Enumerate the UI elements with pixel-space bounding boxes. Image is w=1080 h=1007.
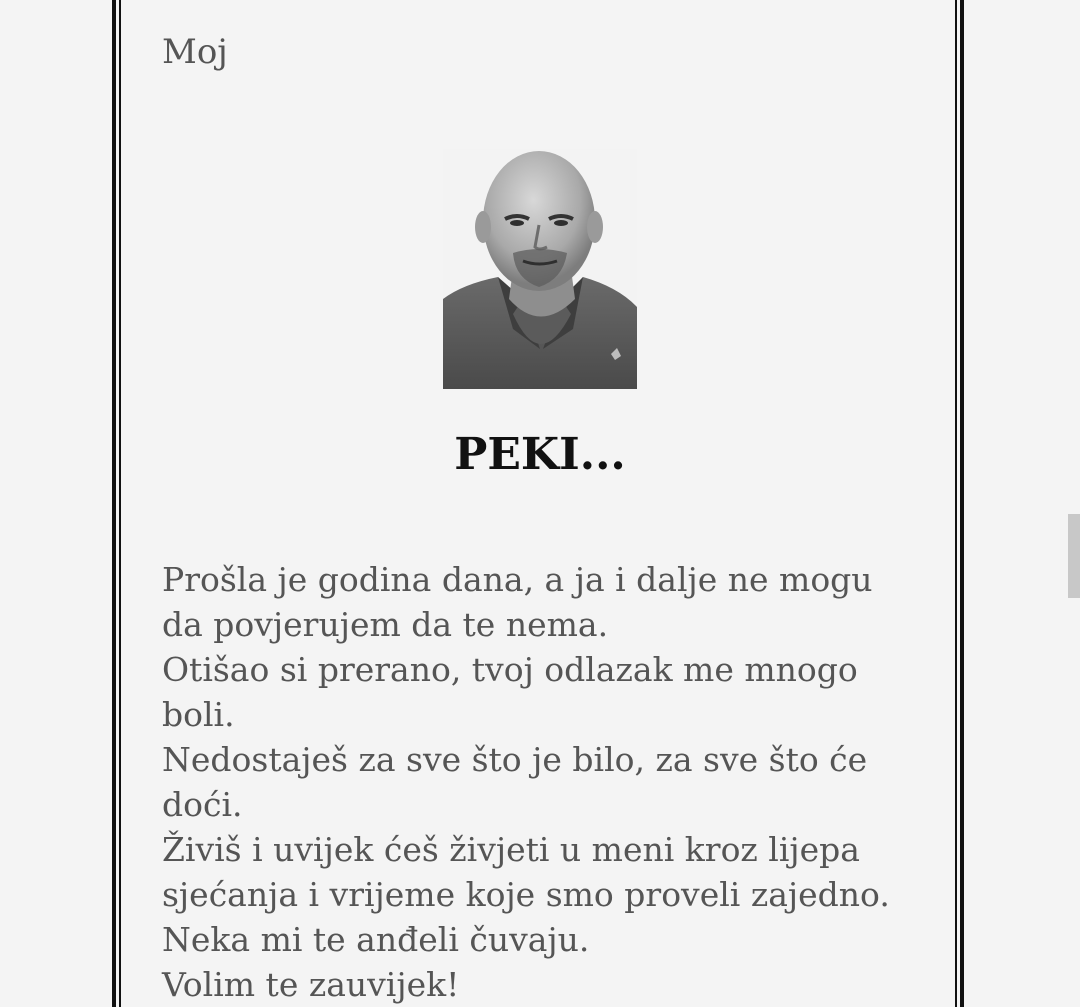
portrait-photo (443, 149, 637, 389)
message-line: Prošla je godina dana, a ja i dalje ne mogu (162, 560, 873, 599)
intro-text: Moj (162, 32, 228, 72)
message-line: Volim te zauvijek! (162, 965, 460, 1004)
message-line: Živiš i uvijek ćeš živjeti u meni kroz lijepa (162, 830, 860, 869)
message-line: Nedostaješ za sve što je bilo, za sve što će (162, 740, 868, 779)
message-line: Otišao si prerano, tvoj odlazak me mnogo (162, 650, 858, 689)
portrait-image (443, 149, 637, 389)
scrollbar-thumb[interactable] (1068, 514, 1080, 598)
message-line: sjećanja i vrijeme koje smo proveli zajedno. (162, 875, 890, 914)
message-line: Neka mi te anđeli čuvaju. (162, 920, 590, 959)
message-line: boli. (162, 695, 235, 734)
deceased-name: PEKI... (454, 429, 626, 480)
message-line: doći. (162, 785, 243, 824)
message-line: da povjerujem da te nema. (162, 605, 609, 644)
memorial-message (162, 557, 942, 1007)
